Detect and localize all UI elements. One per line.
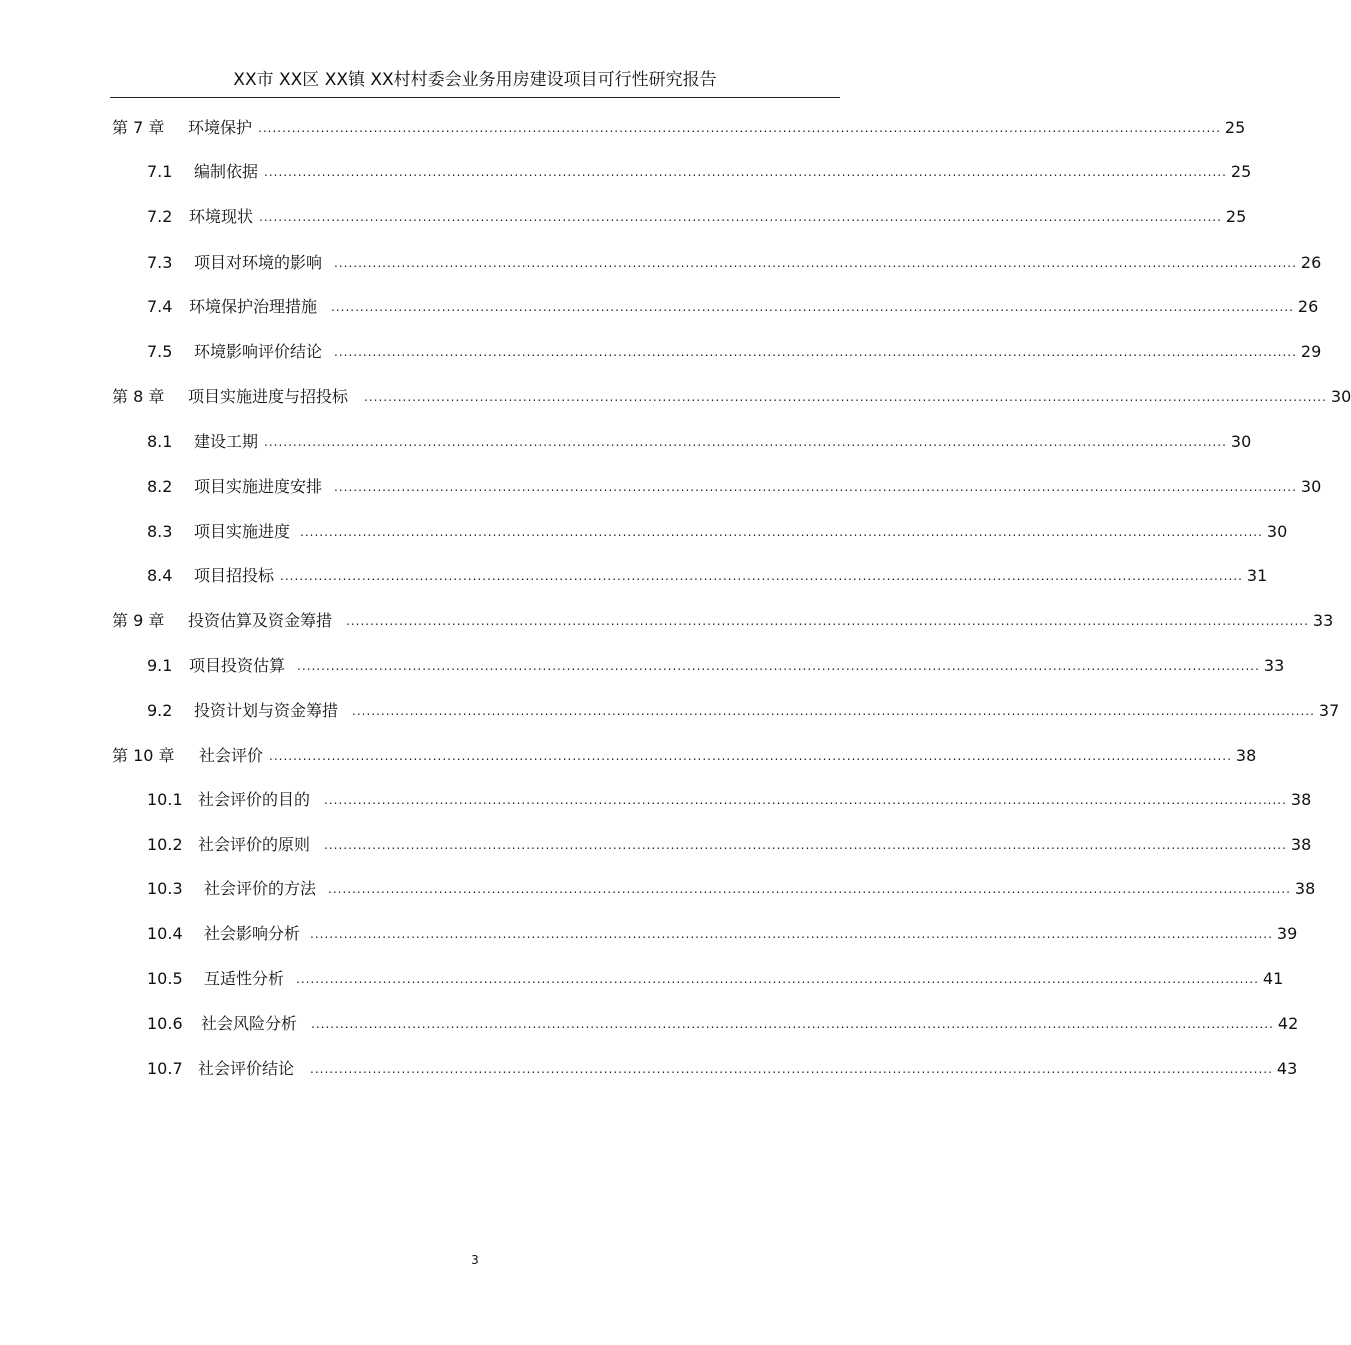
toc-entry-page: 30 [1330,387,1351,406]
toc-entry-8-2[interactable] [147,473,1322,497]
toc-entry-title: 项目投资估算 [189,656,286,675]
toc-dot-leader: ........................................................................................................................................................................................................ [364,390,1327,404]
toc-entry-number: 10.2 [147,835,183,854]
toc-entry-number: 第 10 章 [112,746,175,765]
toc-dot-leader: ........................................................................................................................................................................................................ [331,300,1294,314]
toc-dot-leader: ........................................................................................................................................................................................................ [334,345,1297,359]
toc-entry-page: 38 [1235,746,1257,765]
toc-entry-title: 环境现状 [189,207,254,226]
toc-entry-7-5[interactable] [147,338,1322,362]
toc-entry-number: 10.6 [147,1014,183,1033]
toc-entry-10-7[interactable] [147,1055,1298,1079]
toc-entry-number: 9.1 [147,656,173,675]
toc-entry-page: 29 [1300,342,1322,361]
toc-entry-number: 8.2 [147,477,173,496]
toc-dot-leader: ........................................................................................................................................................................................................ [334,480,1297,494]
toc-dot-leader: ........................................................................................................................................................................................................ [269,749,1232,763]
toc-entry-title: 社会风险分析 [201,1014,298,1033]
toc-entry-page: 33 [1312,611,1334,630]
toc-entry-number: 7.5 [147,342,173,361]
toc-entry-number: 9.2 [147,701,173,720]
toc-entry-page: 25 [1224,118,1246,137]
toc-entry-title: 环境保护治理措施 [189,297,318,316]
toc-entry-chapter-10[interactable] [112,742,1257,766]
toc-entry-number: 8.1 [147,432,173,451]
toc-entry-title: 项目实施进度安排 [194,477,323,496]
toc-entry-8-4[interactable] [147,562,1268,586]
toc-entry-page: 43 [1276,1059,1298,1078]
toc-entry-page: 41 [1262,969,1284,988]
toc-entry-number: 7.1 [147,162,173,181]
toc-entry-title: 投资计划与资金筹措 [194,701,339,720]
toc-entry-chapter-9[interactable] [112,607,1334,631]
toc-entry-page: 38 [1290,790,1312,809]
toc-entry-10-4[interactable] [147,920,1298,944]
toc-dot-leader: ........................................................................................................................................................................................................ [300,525,1263,539]
header-divider [110,97,840,98]
toc-entry-page: 31 [1246,566,1268,585]
toc-entry-7-2[interactable] [147,203,1247,227]
toc-dot-leader: ........................................................................................................................................................................................................ [311,1017,1274,1031]
toc-entry-page: 38 [1290,835,1312,854]
toc-dot-leader: ........................................................................................................................................................................................................ [258,121,1221,135]
toc-entry-page: 25 [1225,207,1247,226]
toc-entry-title: 社会评价的原则 [198,835,311,854]
toc-dot-leader: ........................................................................................................................................................................................................ [264,165,1227,179]
toc-entry-title: 项目实施进度 [194,522,291,541]
toc-entry-title: 编制依据 [194,162,259,181]
toc-entry-number: 7.3 [147,253,173,272]
toc-dot-leader: ........................................................................................................................................................................................................ [324,838,1287,852]
toc-entry-page: 26 [1300,253,1322,272]
toc-dot-leader: ........................................................................................................................................................................................................ [297,659,1260,673]
toc-dot-leader: ........................................................................................................................................................................................................ [310,927,1273,941]
toc-entry-page: 30 [1300,477,1322,496]
toc-entry-10-5[interactable] [147,965,1284,989]
toc-dot-leader: ........................................................................................................................................................................................................ [259,210,1222,224]
toc-entry-title: 社会评价 [199,746,264,765]
toc-entry-number: 10.5 [147,969,183,988]
toc-entry-9-1[interactable] [147,652,1285,676]
toc-dot-leader: ........................................................................................................................................................................................................ [324,793,1287,807]
toc-entry-number: 7.2 [147,207,173,226]
toc-entry-10-3[interactable] [147,875,1316,899]
toc-dot-leader: ........................................................................................................................................................................................................ [334,256,1297,270]
toc-entry-page: 30 [1266,522,1288,541]
toc-entry-10-1[interactable] [147,786,1312,810]
toc-entry-chapter-8[interactable] [112,383,1351,407]
toc-entry-number: 10.3 [147,879,183,898]
toc-entry-chapter-7[interactable] [112,114,1246,138]
toc-entry-title: 项目招投标 [194,566,275,585]
toc-entry-title: 互适性分析 [204,969,285,988]
toc-entry-title: 项目实施进度与招投标 [188,387,349,406]
toc-entry-7-3[interactable] [147,249,1322,273]
toc-entry-10-2[interactable] [147,831,1312,855]
toc-dot-leader: ........................................................................................................................................................................................................ [310,1062,1273,1076]
toc-entry-number: 8.3 [147,522,173,541]
toc-entry-number: 第 7 章 [112,118,165,137]
toc-dot-leader: ........................................................................................................................................................................................................ [296,972,1259,986]
toc-entry-8-3[interactable] [147,518,1288,542]
toc-entry-9-2[interactable] [147,697,1340,721]
toc-entry-title: 建设工期 [194,432,259,451]
toc-entry-number: 10.7 [147,1059,183,1078]
toc-entry-page: 30 [1230,432,1252,451]
toc-dot-leader: ........................................................................................................................................................................................................ [352,704,1315,718]
toc-entry-10-6[interactable] [147,1010,1299,1034]
toc-dot-leader: ........................................................................................................................................................................................................ [328,882,1291,896]
toc-entry-title: 环境影响评价结论 [194,342,323,361]
toc-entry-title: 投资估算及资金筹措 [188,611,333,630]
toc-entry-page: 25 [1230,162,1252,181]
toc-entry-8-1[interactable] [147,428,1252,452]
toc-entry-page: 26 [1297,297,1319,316]
toc-entry-7-4[interactable] [147,293,1319,317]
toc-entry-page: 33 [1263,656,1285,675]
toc-entry-title: 社会影响分析 [204,924,301,943]
toc-entry-page: 37 [1318,701,1340,720]
toc-entry-number: 第 9 章 [112,611,165,630]
toc-entry-title: 环境保护 [188,118,253,137]
toc-entry-page: 39 [1276,924,1298,943]
toc-entry-7-1[interactable] [147,158,1252,182]
page-number: 3 [471,1253,479,1267]
document-header-title: XX市 XX区 XX镇 XX村村委会业务用房建设项目可行性研究报告 [233,70,717,90]
toc-entry-number: 第 8 章 [112,387,165,406]
toc-entry-page: 42 [1277,1014,1299,1033]
toc-entry-title: 社会评价结论 [198,1059,295,1078]
toc-dot-leader: ........................................................................................................................................................................................................ [280,569,1243,583]
toc-dot-leader: ........................................................................................................................................................................................................ [346,614,1309,628]
toc-entry-title: 项目对环境的影响 [194,253,323,272]
toc-dot-leader: ........................................................................................................................................................................................................ [264,435,1227,449]
toc-entry-number: 10.1 [147,790,183,809]
toc-entry-page: 38 [1294,879,1316,898]
toc-entry-title: 社会评价的目的 [198,790,311,809]
toc-entry-number: 7.4 [147,297,173,316]
toc-entry-number: 10.4 [147,924,183,943]
toc-entry-number: 8.4 [147,566,173,585]
toc-entry-title: 社会评价的方法 [204,879,317,898]
